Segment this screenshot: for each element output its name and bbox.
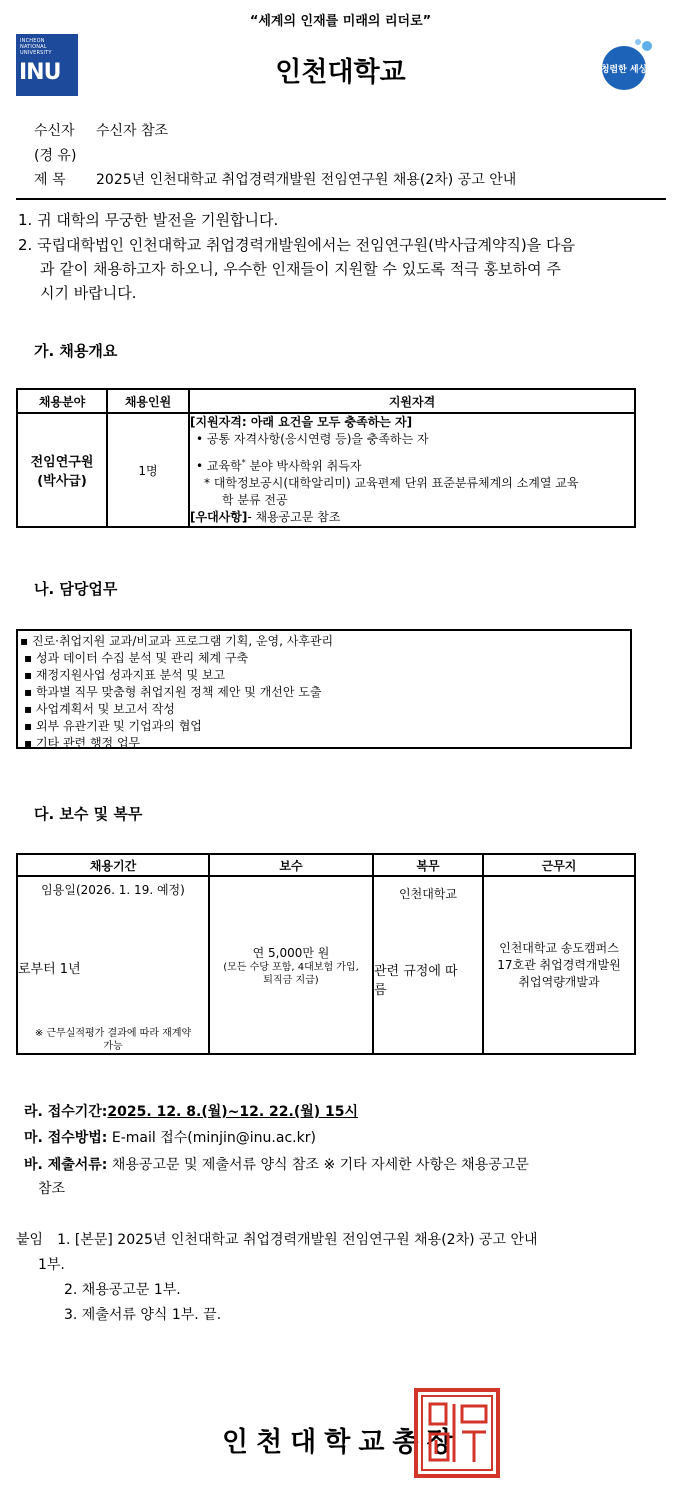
application-period: 라. 접수기간:2025. 12. 8.(월)~12. 22.(월) 15시 [24, 1104, 359, 1120]
section-c-title: 다. 보수 및 복무 [34, 805, 143, 823]
duty-item: ▪ 진로·취업지원 교과/비교과 프로그램 기획, 운영, 사후관리 [20, 634, 334, 648]
header-salary: 보수 [209, 854, 373, 876]
attachments: 붙임 1. [본문] 2025년 인천대학교 취업경력개발원 전임연구원 채용(2차) 공고 안내 1부. 2. 채용공고문 1부. 3. 제출서류 양식 1부. 끝. [16, 1228, 666, 1328]
submission-documents: 바. 제출서류: 채용공고문 및 제출서류 양식 참조 ※ 기타 자세한 사항은 채용공고문 참조 [24, 1157, 529, 1197]
duty-item: ▪ 학과별 직무 맞춤형 취업지원 정책 제안 및 개선안 도출 [24, 685, 322, 699]
recipient-row [34, 120, 168, 140]
header-divider [16, 198, 666, 200]
subject-row [34, 169, 516, 189]
header-workplace: 근무지 [483, 854, 635, 876]
application-method: 마. 접수방법: E-mail 접수(minjin@inu.ac.kr) [24, 1130, 316, 1146]
header-count: 채용인원 [107, 389, 189, 413]
section-b-title: 나. 담당업무 [34, 580, 118, 598]
header-period: 채용기간 [17, 854, 209, 876]
via-row [34, 145, 96, 165]
header-qualification: 지원자격 [189, 389, 635, 413]
field-cell: 전임연구원 (박사급) [17, 413, 107, 527]
salary-cell: 연 5,000만 원 (모든 수당 포함, 4대보험 가입, 퇴직금 지급) [209, 876, 373, 1054]
subject-label: 제 목 [34, 172, 66, 188]
duty-item: ▪ 사업계획서 및 보고서 작성 [24, 702, 175, 716]
section-a-title: 가. 채용개요 [34, 342, 118, 360]
workplace-cell: 인천대학교 송도캠퍼스 17호관 취업경력개발원 취업역량개발과 [483, 876, 635, 1054]
recipient-value: 수신자 참조 [96, 123, 169, 139]
slogan: “세계의 인재를 미래의 리더로” [249, 14, 432, 29]
attachment-item-3: 3. 제출서류 양식 1부. 끝. [64, 1307, 222, 1323]
paragraph-2: 2. 국립대학법인 인천대학교 취업경력개발원에서는 전임연구원(박사급계약직)을 다음 과 같이 채용하고자 하오니, 우수한 인재들이 지원할 수 있도록 적극 홍보하여 주 시기 바랍니다. [18, 236, 576, 302]
university-title: 인천대학교 [275, 57, 406, 88]
duty-item: ▪ 기타 관련 행정 업무 [24, 736, 141, 750]
duties-box [16, 629, 632, 749]
duty-cell: 인천대학교 관련 규정에 따 름 [373, 876, 483, 1054]
subject-value: 2025년 인천대학교 취업경력개발원 전임연구원 채용(2차) 공고 안내 [96, 172, 517, 188]
logo-mark: INU [19, 60, 61, 85]
integrity-logo [600, 38, 652, 100]
logo-text: INCHEON NATIONAL UNIVERSITY [20, 38, 52, 56]
recipient-label: 수신자 [34, 123, 75, 139]
paragraph-1: 1. 귀 대학의 무궁한 발전을 기원합니다. [18, 211, 279, 229]
header-field: 채용분야 [17, 389, 107, 413]
duty-item: ▪ 재정지원사업 성과지표 분석 및 보고 [24, 668, 226, 682]
attachments-label: 붙임 [16, 1232, 44, 1248]
recruitment-table [16, 388, 636, 528]
attachment-item-2: 2. 채용공고문 1부. [64, 1282, 181, 1298]
attachment-item-1: 1. [본문] 2025년 인천대학교 취업경력개발원 전임연구원 채용(2차) 공고 안내 [57, 1232, 538, 1248]
duty-item: ▪ 외부 유관기관 및 기업과의 협업 [24, 719, 202, 733]
via-label: (경 유) [34, 148, 77, 164]
salary-table [16, 853, 636, 1055]
count-cell: 1명 [107, 413, 189, 527]
period-cell: 임용일(2026. 1. 19. 예정) 로부터 1년 ※ 근무실적평가 결과에 따라 재계약 가능 [17, 876, 209, 1054]
president-signature: 인천대학교총장 [222, 1427, 461, 1458]
qualification-cell: [지원자격: 아래 요건을 모두 충족하는 자] • 공통 자격사항(응시연령 등)을 충족하는 자 • 교육학* 분야 박사학위 취득자 * 대학정보공시(대학알리미) 교육편제 단위 표준분류체계의 소계열 교육 학 분류 전공 [우대사항]- 채용공고문 참조 [189, 413, 635, 527]
official-seal-icon [414, 1388, 500, 1478]
header-duty: 복무 [373, 854, 483, 876]
integrity-logo-text: 청렴한 세상 [600, 65, 648, 75]
duty-item: ▪ 성과 데이터 수집 분석 및 관리 체계 구축 [24, 651, 249, 665]
